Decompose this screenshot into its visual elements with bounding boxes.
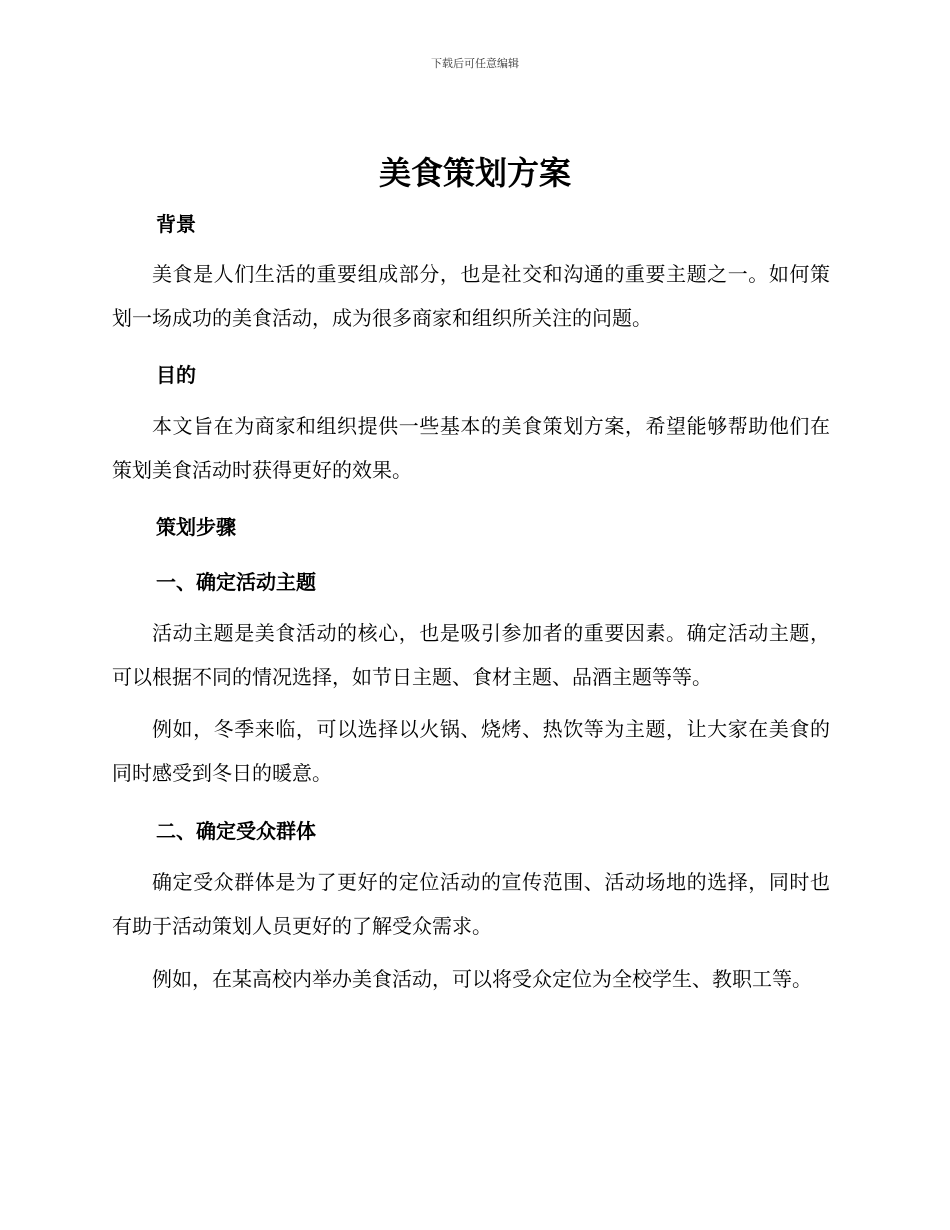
section-heading-steps: 策划步骤 bbox=[156, 515, 236, 539]
paragraph-background: 美食是人们生活的重要组成部分，也是社交和沟通的重要主题之一。如何策划一场成功的美食活动，成为很多商家和组织所关注的问题。 bbox=[112, 262, 830, 330]
paragraph-step1-example: 例如，冬季来临，可以选择以火锅、烧烤、热饮等为主题，让大家在美食的同时感受到冬日的暖意。 bbox=[112, 717, 830, 785]
paragraph-step2-example: 例如，在某高校内举办美食活动，可以将受众定位为全校学生、教职工等。 bbox=[152, 967, 812, 991]
section-heading-step2: 二、确定受众群体 bbox=[156, 819, 316, 843]
document-title: 美食策划方案 bbox=[378, 154, 571, 192]
paragraph-step2-audience: 确定受众群体是为了更好的定位活动的宣传范围、活动场地的选择，同时也有助于活动策划人员更好的了解受众需求。 bbox=[112, 870, 830, 938]
paragraph-step1-theme: 活动主题是美食活动的核心，也是吸引参加者的重要因素。确定活动主题，可以根据不同的情况选择，如节日主题、食材主题、品酒主题等等。 bbox=[112, 621, 830, 689]
section-heading-step1: 一、确定活动主题 bbox=[156, 570, 316, 594]
paragraph-purpose: 本文旨在为商家和组织提供一些基本的美食策划方案，希望能够帮助他们在策划美食活动时获得更好的效果。 bbox=[112, 414, 830, 482]
page-header-note: 下载后可任意编辑 bbox=[431, 57, 519, 70]
section-heading-background: 背景 bbox=[156, 212, 196, 236]
section-heading-purpose: 目的 bbox=[156, 363, 196, 387]
